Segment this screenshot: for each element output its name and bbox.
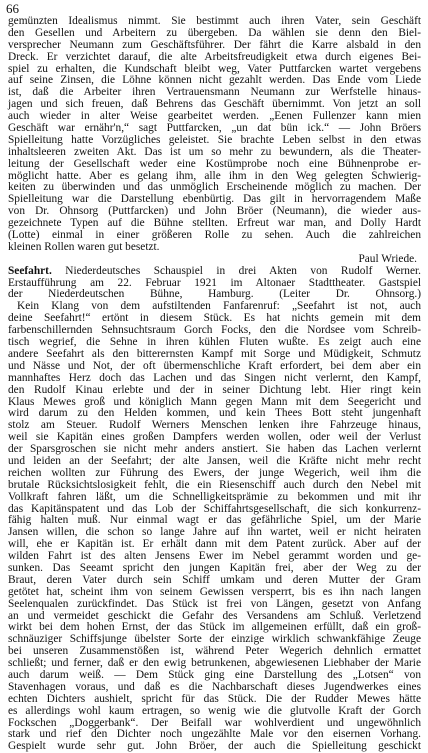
text-line: es allerdings wohl kaum ertragen, so wenig wie die glutvolle Kraft der Gorch [8,704,421,717]
review-1-text [8,16,421,254]
text-line: kleinen Rollen waren gut besetzt. [8,240,160,253]
text-line: weil sie Kapitän eines großen Dampfers werden wollen, oder weil der Verlust [8,431,421,444]
text-line: wilden Fahrt ist des alten Jensens Ewer im Nebel gerammt worden und ge- [8,550,421,563]
text-line: leitung der Gesellschaft weder eine Kostümprobe noch eine Bühnenprobe er- [8,157,421,170]
page-number: 66 [6,1,19,16]
text-line: fähig halten muß. Nur einmal wagt er das gefährliche Spiel, um der Marie [8,514,421,527]
text-line: will, ehe er Kapitän ist. Er erhält dann mit dem Patent zurück. Aber auf der [8,538,421,551]
text-line: Kein Klang von dem aufstiltenden Fanfarenruf: „Seefahrt ist not, auch [17,300,421,313]
text-line: den Rudolf Kinau erlebte und der in seiner Dichtung lebt. Hier ringt kein [8,383,421,396]
subheading-line: der Niederdeutschen Bühne, Hamburg. (Leiter Dr. Ohnsorg.) [8,288,421,301]
review-2-subheading [8,278,421,302]
text-line: wird darum zu den Helden kommen, und kein Thees Bott steht jungenhaft [8,407,421,420]
text-line: der Sparsgroschen sie nicht mehr anders anstiert. Sie haben das Lachen verlernt [8,443,421,456]
text-line: schließt; und ferner, daß er den ewig betrunkenen, abgewiesenen Liebhaber der Marie [8,657,421,670]
text-line: auch wieder in alter Weise gearbeitet werden. „Eenen Fullenzer kann mien [8,110,421,123]
text-line: andere Seefahrt als den bitterernsten Kampf mit Sorge und Müdigkeit, Schmutz [8,347,421,360]
text-line: brutale Rücksichtslosigkeit fehlt, die ein Riesenschiff auch durch den Nebel mit [8,478,421,491]
text-line: inhaltsleeren zweiten Akt. Das ist um so mehr zu bewundern, als die Theater- [8,145,421,158]
review-1-signature: Paul Wriede. [358,252,417,265]
text-line: Stavenhagen voraus, und daß es die Nachbarschaft dieses Jugendwerkes eines [8,680,421,693]
text-line: wirkt bei dem hohen Ernst, der das Stück im allgemeinen erfüllt, daß ein groß- [8,621,421,634]
text-line: spiel zu erhalten, die Kundschaft bleibt weg, Vater Puttfarcken wartet vergebens [8,62,421,75]
text-line: auch darum weiß. — Dem Stück ging eine Darstellung des „Lotsen“ von [8,668,421,681]
text-line: tisch wegrief, die Sehne in ihren kühlen Fluten wußte. Es zeigt auch eine [8,336,421,349]
text-line: möglicht hatte. Aber es gelang ihm, alle ihm in den Weg gelegten Schwierig- [8,169,421,182]
text-line: stark und rief den Dichter noch ungezählte Male vor den eisernen Vorhang. [8,728,421,741]
text-line: Fockschen „Doggerbank“. Der Beifall war wohlverdient und ungewöhnlich [8,716,421,729]
play-title: Seefahrt. [8,264,52,277]
text-line: den Gesellen und Arbeitern zu übergeben. Da wählen sie denn den Biel- [8,26,421,39]
text-line: versprecher Neumann zum Geschäftsführer. Der fährt die Karre alsbald in den [8,38,421,51]
play-description: Niederdeutsches Schauspiel in drei Akten von Rudolf Werner. [51,264,421,277]
text-line: Dreck. Er verzichtet darauf, die alte Arbeitsfreudigkeit etwa durch eigenes Bei- [8,50,421,63]
text-column [8,15,421,753]
text-line: getötet hat, scheint ihm von seinem Gewissen versperrt, bis es ihn nach langen [8,585,421,598]
text-line: Spielleitung war die Darstellung ebenbürtig. Das gilt in hervorragendem Maße [8,193,421,206]
text-line: Spielleitung hatte Vorzügliches geleistet. Sie brachte Leben selbst in den etwas [8,133,421,146]
text-line: an und vermeidet geschickt die Gefahr des Versandens am Schluß. Verletzend [8,609,421,622]
text-line: gezeichnete Typen auf die Bühne stellten. Erfreut war man, and Dolly Hardt [8,217,421,230]
text-line: ist, daß die Arbeiter ihren Vertrauensmann Neumann zur Werfstelle hinaus- [8,86,421,99]
text-line: Braut, deren Vater durch sein Schiff umkam und deren Mutter der Gram [8,573,421,586]
text-line: das Kapitänspatent und das Lob der Schiffahrtsgesellschaft, die sich konkurrenz- [8,502,421,515]
text-line: gemünzten Idealismus nimmt. Sie bestimmt auch ihren Vater, sein Geschäft [8,15,421,27]
review-2-heading [8,266,421,278]
text-line: Seelenqualen zurückfindet. Das Stück ist frei von Längen, gesetzt von Anfang [8,597,421,610]
review-2-text [8,301,421,753]
text-line: farbenschillernden Sehnsuchtsraum Gorch Focks, den die Nordsee vom Schreib- [8,324,421,337]
text-line: echten Dichters aushielt, spricht für das Stück. Die der Rudder Mewes hätte [8,692,421,705]
text-line: bei unseren Zusammenstößen ist, während Peter Wegerich dehnlich ermattet [8,645,421,658]
text-line: keiten zu überwinden und das unmöglich Erscheinende möglich zu machen. Der [8,181,421,194]
text-line: jagen und sich freuen, daß Behrens das Geschäft übernimmt. Von jetzt an soll [8,98,421,111]
text-line: (Lotte) einmal in einer größeren Rolle zu sehen. Auch die zahlreichen [8,229,421,242]
text-line: mannhaftes Herz doch das Lachen und das Singen nicht verlernt, den Kampf, [8,371,421,384]
text-line: Jansen willen, die schon so lange Jahre auf ihn wartet, weil er nicht heiraten [8,526,421,539]
text-line: reichen wollten zur Führung des Ewers, der junge Wegerich, weil ihm die [8,466,421,479]
text-line: Gespielt wurde sehr gut. John Bröer, der auch die Spielleitung geschickt [8,740,421,753]
text-line: und leiden an der Seefahrt; der alte Jansen, weil die Kräfte nicht mehr recht [8,454,421,467]
text-line: schnäuziger Schiffsjunge übelster Sorte der einzige wirklich schwankfähige Zeuge [8,633,421,646]
text-line: Geschäft war ernähr'n,“ sagt Puttfarcken, „un dat bün ick.“ — John Bröers [8,122,421,135]
text-line: von Dr. Ohnsorg (Puttfarcken) und John Bröer (Neumann), die wieder aus- [8,205,421,218]
text-line: sunken. Das Seeamt spricht den jungen Kapitän frei, aber der Weg zu der [8,561,421,574]
text-line: Vollkraft fahren läßt, um die Schnelligkeitsprämie zu bekommen und mit ihr [8,490,421,503]
text-line: Klaus Mewes groß und königlich Mann gegen Mann mit dem Seegericht und [8,395,421,408]
text-line: deine Seefahrt!“ ertönt in diesem Stück. Es hat nichts gemein mit dem [8,312,421,325]
text-line: auf seine Zinsen, die Löhne können nicht gezahlt werden. Das Ende vom Liede [8,74,421,87]
text-line: stolz am Steuer. Rudolf Werners Menschen lenken ihre Fahrzeuge hinaus, [8,419,421,432]
subheading-line: Erstaufführung am 22. Februar 1921 im Altonaer Stadttheater. Gastspiel [8,276,421,289]
text-line: und Nässe und Not, der oft übermenschliche Kraft erfordert, bei dem aber ein [8,359,421,372]
